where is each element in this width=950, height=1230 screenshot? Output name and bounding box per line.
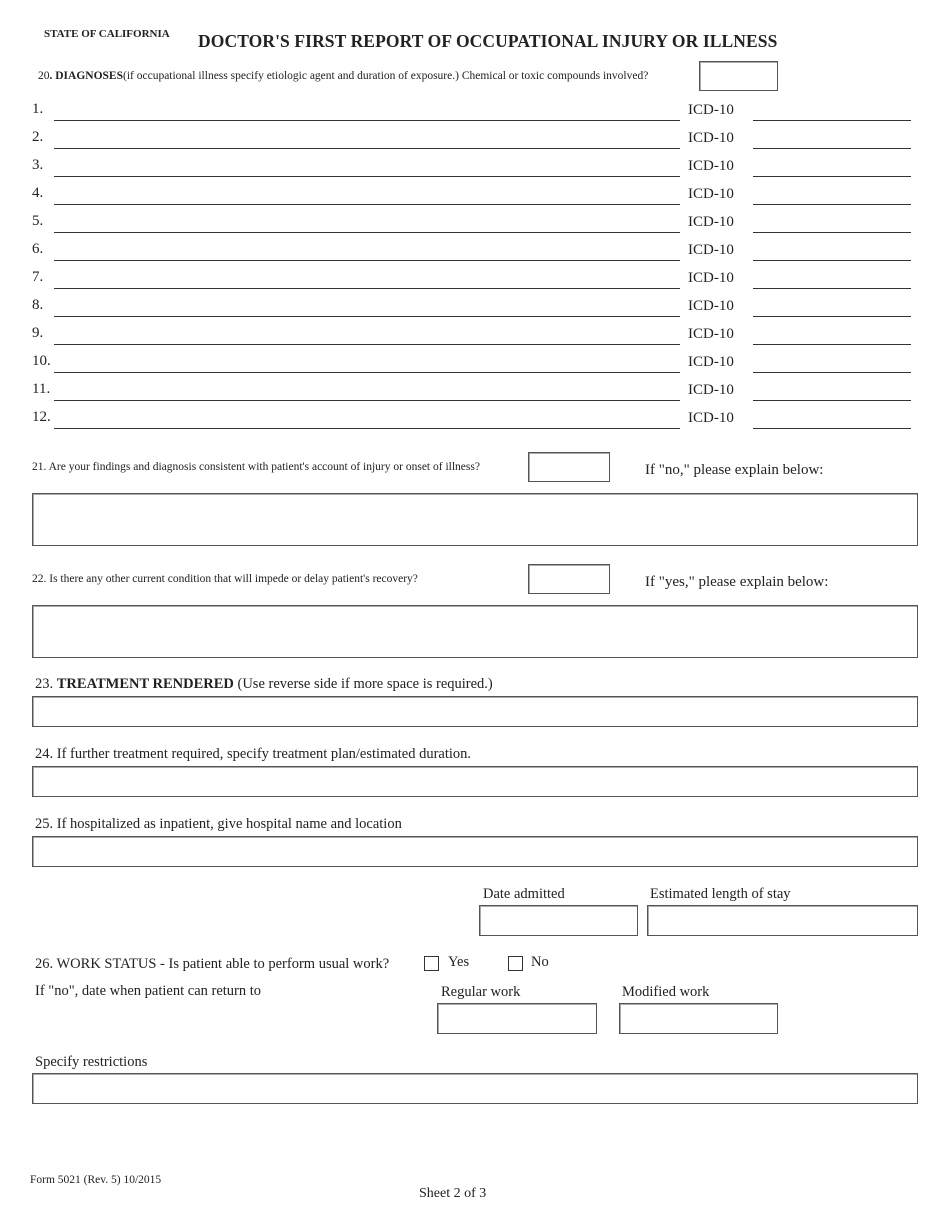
diagnosis-input-line[interactable]	[54, 428, 680, 429]
icd-label: ICD-10	[688, 102, 734, 118]
modified-work-date-input[interactable]	[619, 1003, 778, 1034]
q22-explanation-field[interactable]	[32, 605, 918, 658]
regular-work-label: Regular work	[441, 984, 521, 1000]
icd-code-input-line[interactable]	[753, 204, 911, 205]
icd-label: ICD-10	[688, 130, 734, 146]
diagnosis-number: 5.	[32, 213, 44, 229]
q22-answer-input[interactable]	[528, 564, 610, 594]
icd-code-input-line[interactable]	[753, 260, 911, 261]
work-status-no-checkbox[interactable]	[508, 956, 523, 971]
work-status-yes-label: Yes	[448, 954, 470, 970]
diagnosis-number: 8.	[32, 297, 44, 313]
diagnosis-input-line[interactable]	[54, 400, 680, 401]
q23-label	[35, 676, 493, 693]
diagnosis-number: 6.	[32, 241, 44, 257]
diagnosis-input-line[interactable]	[54, 204, 680, 205]
diagnosis-input-line[interactable]	[54, 344, 680, 345]
treatment-rendered-field[interactable]	[32, 696, 918, 727]
q22-label-text: . Is there any other current condition that will impede or delay patient's recovery?	[43, 573, 418, 585]
work-status-label: 26. WORK STATUS - Is patient able to perform usual work?	[35, 956, 390, 972]
icd-code-input-line[interactable]	[753, 428, 911, 429]
diagnosis-number: 3.	[32, 157, 44, 173]
icd-label: ICD-10	[688, 270, 734, 286]
q23-label-bold: TREATMENT RENDERED	[56, 676, 234, 692]
q21-explanation-field[interactable]	[32, 493, 918, 546]
work-status-yes-checkbox[interactable]	[424, 956, 439, 971]
icd-label: ICD-10	[688, 410, 734, 426]
estimated-stay-input[interactable]	[647, 905, 918, 936]
chemical-compounds-input[interactable]	[699, 61, 778, 91]
q25-label: 25. If hospitalized as inpatient, give hospital name and location	[35, 816, 402, 832]
diagnosis-input-line[interactable]	[54, 260, 680, 261]
diagnosis-input-line[interactable]	[54, 120, 680, 121]
date-admitted-input[interactable]	[479, 905, 638, 936]
diagnosis-input-line[interactable]	[54, 232, 680, 233]
state-label: STATE OF CALIFORNIA	[44, 28, 170, 40]
estimated-stay-label: Estimated length of stay	[650, 886, 791, 902]
q21-label	[32, 461, 480, 473]
icd-code-input-line[interactable]	[753, 288, 911, 289]
icd-code-input-line[interactable]	[753, 344, 911, 345]
return-date-label: If "no", date when patient can return to	[35, 983, 262, 999]
form-id: Form 5021 (Rev. 5) 10/2015	[30, 1174, 162, 1186]
diagnosis-number: 4.	[32, 185, 44, 201]
icd-code-input-line[interactable]	[753, 148, 911, 149]
q20-label	[38, 70, 648, 82]
diagnosis-input-line[interactable]	[54, 316, 680, 317]
icd-code-input-line[interactable]	[753, 120, 911, 121]
regular-work-date-input[interactable]	[437, 1003, 597, 1034]
diagnosis-input-line[interactable]	[54, 148, 680, 149]
diagnosis-number: 9.	[32, 325, 44, 341]
q20-label-rest: (if occupational illness specify etiologic agent and duration of exposure.) Chemical or toxic compounds involved?	[123, 70, 649, 82]
icd-label: ICD-10	[688, 354, 734, 370]
hospital-name-location-field[interactable]	[32, 836, 918, 867]
restrictions-field[interactable]	[32, 1073, 918, 1104]
q23-label-rest: (Use reverse side if more space is required.)	[233, 676, 493, 692]
q21-answer-input[interactable]	[528, 452, 610, 482]
diagnosis-input-line[interactable]	[54, 372, 680, 373]
date-admitted-label: Date admitted	[483, 886, 565, 902]
form-title: DOCTOR'S FIRST REPORT OF OCCUPATIONAL INJURY OR ILLNESS	[198, 31, 778, 51]
icd-code-input-line[interactable]	[753, 372, 911, 373]
icd-code-input-line[interactable]	[753, 176, 911, 177]
icd-code-input-line[interactable]	[753, 316, 911, 317]
diagnosis-number: 11.	[32, 381, 51, 397]
work-status-no-label: No	[531, 954, 549, 970]
q22-explain-label: If "yes," please explain below:	[645, 574, 829, 590]
diagnosis-input-line[interactable]	[54, 176, 680, 177]
icd-label: ICD-10	[688, 326, 734, 342]
icd-label: ICD-10	[688, 158, 734, 174]
q21-number: 21	[32, 461, 44, 473]
q21-label-text: . Are your findings and diagnosis consistent with patient's account of injury or onset of illness?	[43, 461, 480, 473]
icd-label: ICD-10	[688, 382, 734, 398]
q20-label-bold: . DIAGNOSES	[49, 70, 123, 82]
q24-label: 24. If further treatment required, specify treatment plan/estimated duration.	[35, 746, 472, 762]
icd-label: ICD-10	[688, 214, 734, 230]
icd-label: ICD-10	[688, 186, 734, 202]
diagnosis-number: 1.	[32, 101, 44, 117]
q23-number: 23.	[35, 676, 57, 692]
treatment-plan-field[interactable]	[32, 766, 918, 797]
restrictions-label: Specify restrictions	[35, 1054, 148, 1070]
modified-work-label: Modified work	[622, 984, 710, 1000]
diagnosis-number: 12.	[32, 409, 51, 425]
diagnosis-number: 7.	[32, 269, 44, 285]
diagnosis-number: 10.	[32, 353, 51, 369]
diagnosis-number: 2.	[32, 129, 44, 145]
icd-label: ICD-10	[688, 298, 734, 314]
q22-label	[32, 573, 418, 585]
sheet-number: Sheet 2 of 3	[419, 1186, 487, 1201]
icd-code-input-line[interactable]	[753, 400, 911, 401]
q22-number: 22	[32, 573, 44, 585]
diagnosis-input-line[interactable]	[54, 288, 680, 289]
q20-number: 20	[38, 70, 50, 82]
q21-explain-label: If "no," please explain below:	[645, 462, 824, 478]
icd-code-input-line[interactable]	[753, 232, 911, 233]
icd-label: ICD-10	[688, 242, 734, 258]
